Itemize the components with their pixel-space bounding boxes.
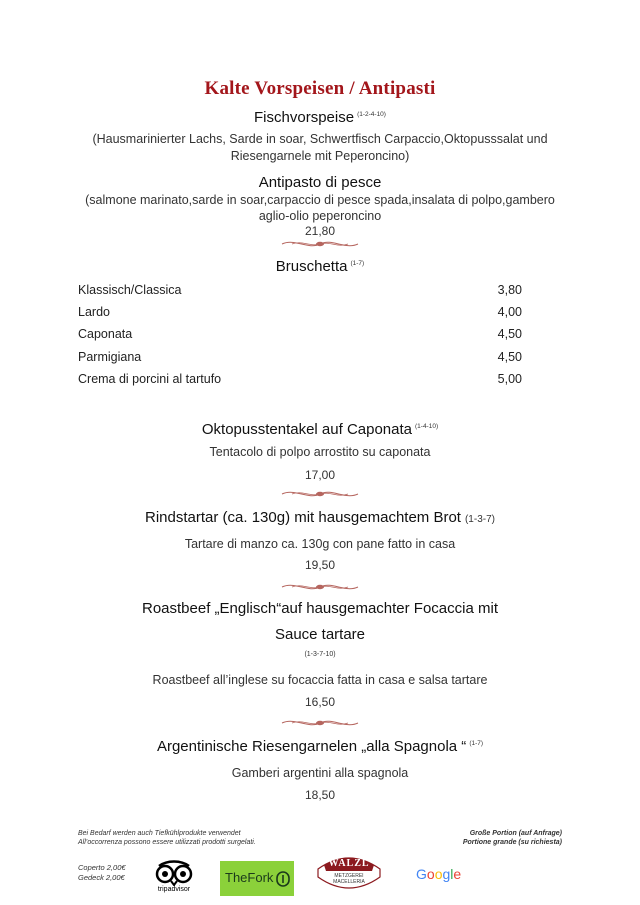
rindstartar-price: 19,50 [304,558,336,572]
thefork-wordmark: TheFork [225,870,274,885]
footer-cover-charge [78,863,126,883]
oktopus-description: Tentacolo di polpo arrostito su caponata [209,445,431,459]
gedeck-text: Gedeck 2,00€ [78,873,125,882]
footer-note-1: Bei Bedarf werden auch Tiefkühlprodukte verwendet [78,830,241,837]
coperto-text: Coperto 2,00€ [78,863,126,872]
roastbeef-heading-2: Sauce tartare [274,626,366,643]
page-title: Kalte Vorspeisen / Antipasti [204,78,436,99]
rindstartar-name: Rindstartar (ca. 130g) mit hausgemachtem Brot [145,509,461,526]
oktopus-price: 17,00 [304,468,336,482]
google-letter: G [416,866,427,882]
ornament-divider-icon [280,237,360,251]
roastbeef-price: 16,50 [304,695,336,709]
portion-line-1: Große Portion (auf Anfrage) [469,830,562,837]
garnelen-price: 18,50 [304,788,336,802]
rindstartar-allergens: (1-3-7) [464,514,495,525]
antipasto-price: 21,80 [304,224,336,238]
google-letter: e [453,866,462,882]
antipasto-description-2: aglio-olio peperoncino [258,209,382,223]
tripadvisor-logo [151,860,197,896]
walzl-name: WALZL [328,858,370,869]
tripadvisor-owl-icon [151,860,197,886]
rindstartar-description: Tartare di manzo ca. 130g con pane fatto in casa [184,537,456,551]
walzl-line-2: MACELLERIA [333,879,365,885]
footer-portion [463,829,562,847]
bruschetta-item-name: Caponata [78,327,133,341]
garnelen-allergens: (1-7) [469,740,484,747]
bruschetta-item-name: Klassisch/Classica [78,283,182,297]
bruschetta-item-price: 4,50 [497,350,522,364]
bruschetta-item-price: 5,00 [497,372,522,386]
tripadvisor-wordmark: tripadvisor [157,886,191,893]
footer-notes [78,829,256,847]
google-letter: o [426,866,435,882]
bruschetta-item-name: Parmigiana [78,350,142,364]
footer-note-2: All’occorrenza possono essere utilizzati prodotti surgelati. [78,839,256,846]
walzl-line-1: METZGEREI [334,873,364,879]
bruschetta-item-price: 4,50 [497,327,522,341]
fisch-heading [0,109,640,126]
roastbeef-heading-1: Roastbeef „Englisch“auf hausgemachter Focaccia mit [141,600,498,617]
garnelen-name: Argentinische Riesengarnelen „alla Spagnola “ [156,738,467,755]
roastbeef-allergens: (1-3-7-10) [304,651,336,658]
bruschetta-name: Bruschetta [275,258,348,275]
bruschetta-allergens: (1-7) [350,260,365,267]
thefork-logo [220,861,294,896]
antipasto-heading: Antipasto di pesce [258,174,382,191]
ornament-divider-icon [280,580,360,594]
google-letter: g [442,866,451,882]
garnelen-description: Gamberi argentini alla spagnola [231,766,409,780]
rindstartar-heading [0,509,640,526]
oktopus-allergens: (1-4-10) [415,423,439,430]
ornament-divider-icon [280,716,360,730]
garnelen-heading [0,738,640,755]
google-logo [416,866,461,882]
roastbeef-description: Roastbeef all’inglese su focaccia fatta in casa e salsa tartare [152,673,488,687]
oktopus-heading [0,421,640,438]
bruschetta-heading [0,258,640,275]
portion-line-2: Portione grande (su richiesta) [462,839,562,846]
google-letter: o [434,866,443,882]
fisch-description: (Hausmarinierter Lachs, Sarde in soar, Schwertfisch Carpaccio,Oktopusssalat und Riesengarnele mit Peperoncino) [92,132,548,163]
bruschetta-item-name: Crema di porcini al tartufo [78,372,222,386]
bruschetta-item-price: 4,00 [497,305,522,319]
fisch-allergens: (1-2-4-10) [357,111,386,118]
walzl-logo [314,851,384,895]
oktopus-name: Oktopusstentakel auf Caponata [201,421,412,438]
antipasto-description-1: (salmone marinato,sarde in soar,carpaccio di pesce spada,insalata di polpo,gambero [85,193,555,207]
bruschetta-item-price: 3,80 [497,283,522,297]
ornament-divider-icon [280,487,360,501]
thefork-fork-icon [276,871,290,887]
fisch-name: Fischvorspeise [254,109,355,126]
google-letter: l [450,866,454,882]
bruschetta-item-name: Lardo [78,305,110,319]
